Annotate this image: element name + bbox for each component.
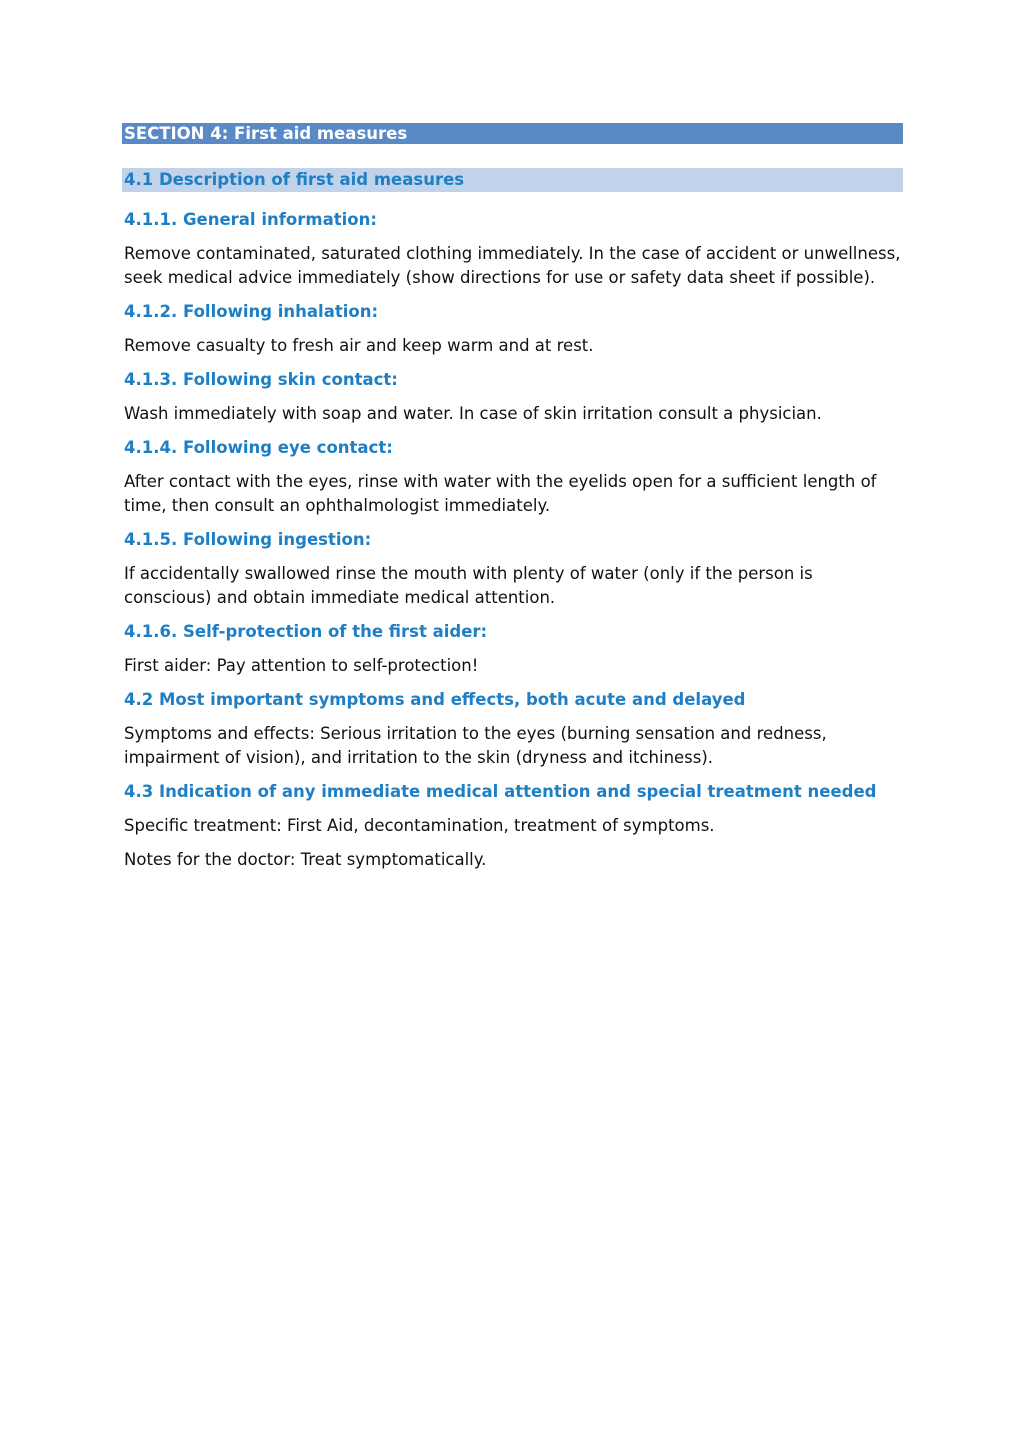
heading-medical-attention: 4.3 Indication of any immediate medical attention and special treatment needed: [124, 782, 877, 801]
subsection-4-1-bar: 4.1 Description of first aid measures: [122, 168, 903, 192]
heading-symptoms-effects: 4.2 Most important symptoms and effects, both acute and delayed: [124, 690, 746, 709]
text-general-information: Remove contaminated, saturated clothing immediately. In the case of accident or unwellness, seek medical advice immediately (show directions for use or safety data sheet if possible).: [124, 244, 901, 287]
section-title-bar: SECTION 4: First aid measures: [122, 123, 903, 144]
heading-inhalation: 4.1.2. Following inhalation:: [124, 302, 379, 321]
text-ingestion: If accidentally swallowed rinse the mouth with plenty of water (only if the person is conscious) and obtain immediate medical attention.: [124, 564, 813, 607]
heading-ingestion: 4.1.5. Following ingestion:: [124, 530, 372, 549]
text-eye-contact: After contact with the eyes, rinse with water with the eyelids open for a sufficient length of time, then consult an ophthalmologist immediately.: [124, 472, 877, 515]
text-specific-treatment: Specific treatment: First Aid, decontamination, treatment of symptoms.: [124, 816, 715, 835]
text-inhalation: Remove casualty to fresh air and keep warm and at rest.: [124, 336, 594, 355]
heading-self-protection: 4.1.6. Self-protection of the first aider:: [124, 622, 488, 641]
heading-general-information: 4.1.1. General information:: [124, 210, 377, 229]
text-self-protection: First aider: Pay attention to self-protection!: [124, 656, 479, 675]
heading-skin-contact: 4.1.3. Following skin contact:: [124, 370, 398, 389]
section-content: [122, 208, 903, 872]
text-symptoms-effects: Symptoms and effects: Serious irritation to the eyes (burning sensation and redness, impairment of vision), and irritation to the skin (dryness and itchiness).: [124, 724, 827, 767]
heading-eye-contact: 4.1.4. Following eye contact:: [124, 438, 393, 457]
text-skin-contact: Wash immediately with soap and water. In case of skin irritation consult a physician.: [124, 404, 822, 423]
text-notes-for-doctor: Notes for the doctor: Treat symptomatically.: [124, 850, 487, 869]
document-page: [122, 123, 903, 872]
